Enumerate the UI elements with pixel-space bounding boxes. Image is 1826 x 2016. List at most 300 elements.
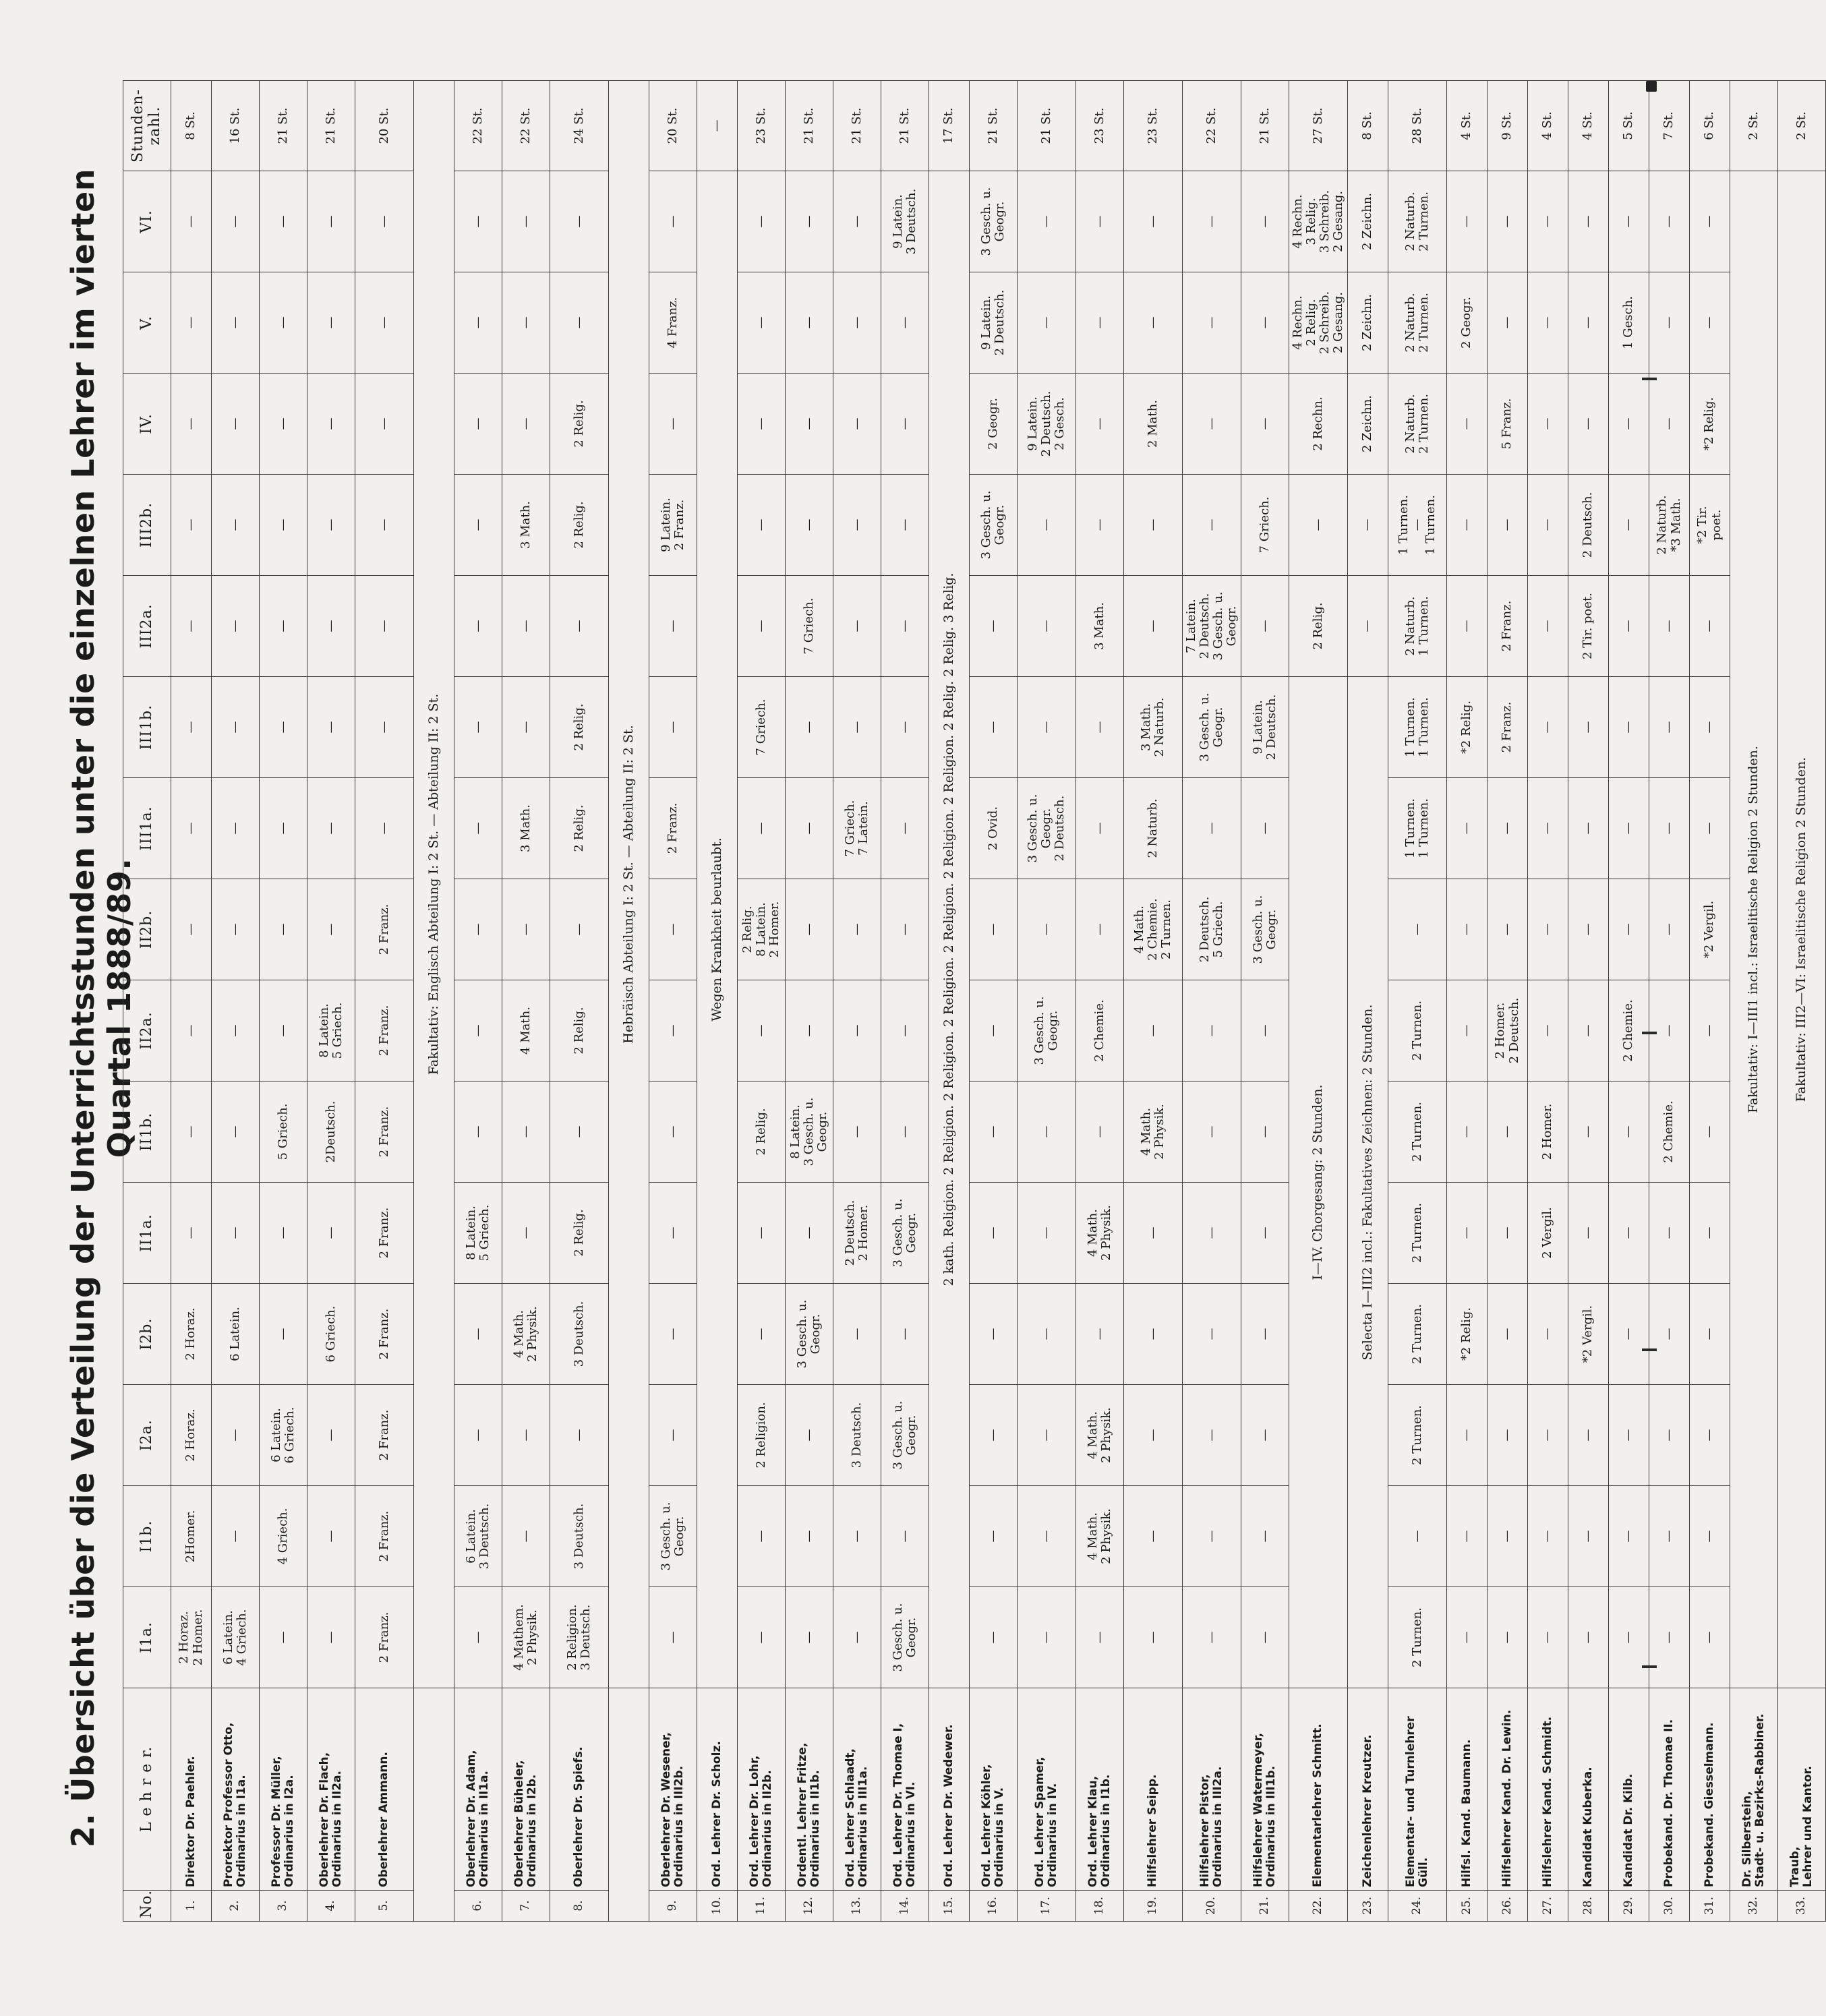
hours-cell: 8 Latein. 5 Griech. — [454, 1183, 502, 1284]
hours-cell: — — [1568, 980, 1609, 1081]
hours-cell: — — [786, 677, 833, 778]
total-hours: 4 St. — [1447, 81, 1488, 171]
hours-cell: — — [1124, 1284, 1183, 1385]
hours-cell: — — [786, 171, 833, 272]
hours-cell: 1 Turnen. 1 Turnen. — [1388, 778, 1447, 879]
hours-cell: — — [1447, 1486, 1488, 1587]
hours-cell: — — [1649, 1183, 1690, 1284]
hours-cell: — — [649, 576, 697, 677]
hours-cell: — — [1183, 374, 1241, 475]
hours-cell: — — [171, 1183, 212, 1284]
hours-cell: — — [454, 980, 502, 1081]
table-row — [1183, 81, 1241, 1922]
hours-cell: 4 Math. 2 Physik. — [1076, 1486, 1124, 1587]
hours-cell: — — [833, 576, 881, 677]
column-header: III2b. — [123, 475, 171, 576]
hours-cell: — — [1183, 1587, 1241, 1688]
hours-cell: — — [212, 778, 260, 879]
hours-cell: — — [649, 980, 697, 1081]
hours-cell: — — [1568, 879, 1609, 980]
row-number: 1. — [171, 1891, 212, 1922]
table-row — [881, 81, 929, 1922]
hours-cell: — — [1649, 980, 1690, 1081]
hours-cell: — — [454, 778, 502, 879]
hours-cell: — — [550, 1385, 609, 1486]
hours-cell: — — [738, 1587, 786, 1688]
total-hours: 21 St. — [970, 81, 1018, 171]
hours-cell: — — [212, 980, 260, 1081]
hours-cell: — — [881, 374, 929, 475]
hours-cell: — — [212, 1486, 260, 1587]
total-hours: 21 St. — [1018, 81, 1076, 171]
table-row — [833, 81, 881, 1922]
hours-cell: *2 Vergil. — [1690, 879, 1730, 980]
hours-cell: 2 Franz. — [355, 1183, 414, 1284]
header-row — [123, 81, 171, 1922]
hours-cell: — — [1241, 1587, 1289, 1688]
hours-cell: — — [1488, 778, 1528, 879]
hours-cell: — — [502, 1486, 550, 1587]
hours-cell: — — [1076, 374, 1124, 475]
hours-cell: — — [260, 677, 307, 778]
hours-cell: — — [1076, 1587, 1124, 1688]
hours-cell: 4 Franz. — [649, 272, 697, 374]
row-number: 29. — [1609, 1891, 1649, 1922]
row-number: 26. — [1488, 1891, 1528, 1922]
hours-cell: — — [502, 879, 550, 980]
teacher-name: Hilfslehrer Watermeyer, Ordinarius in III1b. — [1241, 1688, 1289, 1891]
hours-cell: 2 Homer. — [1528, 1081, 1568, 1183]
hours-cell: 2 Naturb. 1 Turnen. — [1388, 576, 1447, 677]
hours-cell: — — [1488, 475, 1528, 576]
hours-cell: — — [649, 1081, 697, 1183]
teacher-name: Oberlehrer Dr. Adam, Ordinarius in II1a. — [454, 1688, 502, 1891]
hours-cell: — — [454, 1284, 502, 1385]
column-header: II2a. — [123, 980, 171, 1081]
spanning-note: Wegen Krankheit beurlaubt. — [697, 171, 738, 1688]
teacher-name: Traub, Lehrer und Kantor. — [1778, 1688, 1826, 1891]
hours-cell: — — [649, 879, 697, 980]
hours-cell: — — [1568, 1385, 1609, 1486]
hours-cell: 4 Math. — [502, 980, 550, 1081]
hours-cell: 4 Math. 2 Physik. — [1124, 1081, 1183, 1183]
hours-cell: — — [1649, 1587, 1690, 1688]
teacher-name: Zeichenlehrer Kreutzer. — [1348, 1688, 1388, 1891]
hours-cell: — — [171, 576, 212, 677]
hours-cell: — — [1609, 778, 1649, 879]
table-row — [502, 81, 550, 1922]
table-row — [786, 81, 833, 1922]
hours-cell: 2 Rechn. — [1289, 374, 1348, 475]
blank-cell — [414, 1688, 454, 1922]
table-row — [1778, 81, 1826, 1922]
hours-cell: — — [1528, 272, 1568, 374]
hours-cell: 7 Griech. — [738, 677, 786, 778]
table-row — [1568, 81, 1609, 1922]
hours-cell: — — [171, 272, 212, 374]
hours-cell: — — [502, 576, 550, 677]
hours-cell: — — [881, 1081, 929, 1183]
hours-cell: 2 Deutsch. 5 Griech. — [1183, 879, 1241, 980]
hours-cell: — — [1241, 374, 1289, 475]
teacher-name: Kandidat Dr. Kilb. — [1609, 1688, 1649, 1891]
hours-cell: — — [171, 677, 212, 778]
hours-cell: — — [550, 879, 609, 980]
row-number: 16. — [970, 1891, 1018, 1922]
hours-cell: — — [171, 1081, 212, 1183]
row-number: 9. — [649, 1891, 697, 1922]
hours-cell: — — [786, 1486, 833, 1587]
hours-cell: — — [1447, 1183, 1488, 1284]
teacher-name: Kandidat Kuberka. — [1568, 1688, 1609, 1891]
total-hours: 21 St. — [1241, 81, 1289, 171]
hours-cell: — — [1241, 1284, 1289, 1385]
hours-cell: — — [212, 677, 260, 778]
hours-cell: 2 Relig. — [550, 980, 609, 1081]
hours-cell: — — [1528, 677, 1568, 778]
hours-cell: 4 Math. 2 Chemie. 2 Turnen. — [1124, 879, 1183, 980]
hours-cell: — — [786, 879, 833, 980]
hours-cell: 1 Turnen. — 1 Turnen. — [1388, 475, 1447, 576]
hours-cell: — — [260, 475, 307, 576]
hours-cell: — — [970, 1284, 1018, 1385]
hours-cell: — — [355, 677, 414, 778]
hours-cell: — — [1183, 475, 1241, 576]
hours-cell: — — [970, 879, 1018, 980]
hours-cell: — — [1183, 1385, 1241, 1486]
hours-cell: 6 Latein. — [212, 1284, 260, 1385]
hours-cell: — — [1488, 1183, 1528, 1284]
hours-cell: 6 Griech. — [307, 1284, 355, 1385]
teacher-name: Hilfslehrer Seipp. — [1124, 1688, 1183, 1891]
hours-cell: — — [881, 980, 929, 1081]
table-row — [929, 81, 970, 1922]
corner-mark — [1646, 81, 1657, 92]
hours-cell: — — [1690, 1284, 1730, 1385]
hours-cell: 2 Religion. — [738, 1385, 786, 1486]
hours-cell: — — [1183, 778, 1241, 879]
hours-cell: — — [1241, 171, 1289, 272]
total-hours: 6 St. — [1690, 81, 1730, 171]
hours-cell: — — [454, 879, 502, 980]
hours-cell: — — [1609, 171, 1649, 272]
hours-cell: 3 Gesch. u. Geogr. — [1018, 980, 1076, 1081]
hours-cell: 2 Religion. 3 Deutsch. — [550, 1587, 609, 1688]
hours-cell: — — [786, 778, 833, 879]
hours-cell: — — [1388, 1486, 1447, 1587]
hours-cell: — — [1388, 879, 1447, 980]
hours-cell: — — [1609, 1284, 1649, 1385]
hours-cell: — — [1690, 778, 1730, 879]
hours-cell: 2 Franz. — [355, 1486, 414, 1587]
hours-cell: — — [260, 374, 307, 475]
hours-cell: — — [1447, 980, 1488, 1081]
hours-cell: — — [260, 1183, 307, 1284]
hours-cell: — — [970, 980, 1018, 1081]
hours-cell: 2 Horaz. — [171, 1385, 212, 1486]
hours-cell: — — [1124, 576, 1183, 677]
hours-cell: — — [1649, 1486, 1690, 1587]
hours-cell: — — [881, 879, 929, 980]
hours-cell: — — [1183, 171, 1241, 272]
row-number: 28. — [1568, 1891, 1609, 1922]
hours-cell: — — [1488, 1385, 1528, 1486]
hours-cell: — — [1076, 171, 1124, 272]
hours-cell: — — [1690, 677, 1730, 778]
hours-cell: — — [881, 778, 929, 879]
row-number: 5. — [355, 1891, 414, 1922]
hours-cell: 3 Math. — [1076, 576, 1124, 677]
binding-mark — [1642, 1032, 1657, 1034]
hours-cell: — — [738, 374, 786, 475]
hours-cell: 3 Gesch. u. Geogr. 2 Deutsch. — [1018, 778, 1076, 879]
hours-cell: 3 Gesch. u. Geogr. — [881, 1385, 929, 1486]
hours-cell: — — [881, 475, 929, 576]
hours-cell: 1 Gesch. — [1609, 272, 1649, 374]
hours-cell: 2 Chemie. — [1076, 980, 1124, 1081]
hours-cell: 6 Latein. 4 Griech. — [212, 1587, 260, 1688]
row-number: 12. — [786, 1891, 833, 1922]
hours-cell: — — [1018, 576, 1076, 677]
hours-cell: — — [307, 879, 355, 980]
hours-cell: — — [260, 171, 307, 272]
hours-cell: 9 Latein. 3 Deutsch. — [881, 171, 929, 272]
hours-cell: 2 Turnen. — [1388, 1284, 1447, 1385]
hours-cell: — — [786, 1183, 833, 1284]
hours-cell: 2 Franz. — [355, 879, 414, 980]
hours-cell: 9 Latein. 2 Deutsch. — [970, 272, 1018, 374]
hours-cell: 2 Zeichn. — [1348, 171, 1388, 272]
teacher-name: Ord. Lehrer Spamer, Ordinarius in IV. — [1018, 1688, 1076, 1891]
hours-cell: *2 Relig. — [1447, 677, 1488, 778]
hours-cell: — — [212, 576, 260, 677]
table-row — [1730, 81, 1778, 1922]
hours-cell: 2 Franz. — [1488, 576, 1528, 677]
hours-cell: — — [786, 374, 833, 475]
row-number: 11. — [738, 1891, 786, 1922]
hours-cell: 4 Math. 2 Physik. — [1076, 1385, 1124, 1486]
hours-cell: 3 Gesch. u. Geogr. — [649, 1486, 697, 1587]
hours-cell: — — [649, 1284, 697, 1385]
hours-cell: — — [307, 272, 355, 374]
hours-cell: — — [1124, 1385, 1183, 1486]
hours-cell: — — [1690, 1587, 1730, 1688]
hours-cell: — — [502, 272, 550, 374]
row-number: 18. — [1076, 1891, 1124, 1922]
table-row — [1609, 81, 1649, 1922]
hours-cell: — — [833, 980, 881, 1081]
hours-cell: — — [1649, 374, 1690, 475]
hours-cell: — — [171, 778, 212, 879]
column-header: I1b. — [123, 1486, 171, 1587]
hours-cell: — — [1241, 1385, 1289, 1486]
hours-cell: 2 Chemie. — [1609, 980, 1649, 1081]
hours-cell: — — [1528, 1385, 1568, 1486]
hours-cell: — — [833, 171, 881, 272]
hours-cell: — — [212, 374, 260, 475]
hours-cell: — — [212, 272, 260, 374]
hours-cell: — — [649, 374, 697, 475]
hours-cell: — — [1018, 1486, 1076, 1587]
hours-cell: — — [212, 475, 260, 576]
hours-cell: — — [1609, 879, 1649, 980]
hours-cell: 2 Zeichn. — [1348, 374, 1388, 475]
hours-cell: — — [1649, 778, 1690, 879]
row-number: 23. — [1348, 1891, 1388, 1922]
hours-cell: 2 Chemie. — [1649, 1081, 1690, 1183]
hours-cell: — — [307, 1486, 355, 1587]
hours-cell: — — [1447, 171, 1488, 272]
teacher-name: Ord. Lehrer Schlaadt, Ordinarius in III1a. — [833, 1688, 881, 1891]
hours-cell: — — [1609, 677, 1649, 778]
hours-cell: — — [1018, 1284, 1076, 1385]
hours-cell: 2 Relig. — [738, 1081, 786, 1183]
hours-cell: — — [833, 1081, 881, 1183]
hours-cell: — — [649, 1183, 697, 1284]
hours-cell: — — [833, 1486, 881, 1587]
hours-cell: — — [1528, 1486, 1568, 1587]
row-number: 33. — [1778, 1891, 1826, 1922]
row-number: 4. — [307, 1891, 355, 1922]
hours-cell: 3 Deutsch. — [550, 1284, 609, 1385]
hours-cell: — — [738, 1183, 786, 1284]
hours-cell: — — [738, 980, 786, 1081]
hours-cell: 2 Naturb. 2 Turnen. — [1388, 374, 1447, 475]
binding-mark — [1642, 1348, 1657, 1351]
hours-cell: 2 Deutsch. 2 Homer. — [833, 1183, 881, 1284]
row-number: 14. — [881, 1891, 929, 1922]
hours-cell: 4 Rechn. 2 Relig. 2 Schreib. 2 Gesang. — [1289, 272, 1348, 374]
blank-cell — [609, 1688, 649, 1922]
hours-cell: — — [1488, 1284, 1528, 1385]
hours-cell: — — [1649, 1284, 1690, 1385]
hours-cell: — — [1447, 576, 1488, 677]
hours-cell: 7 Griech. — [786, 576, 833, 677]
hours-cell: — — [786, 1385, 833, 1486]
hours-cell: — — [738, 1284, 786, 1385]
hours-cell: 2Deutsch. — [307, 1081, 355, 1183]
hours-cell: — — [307, 475, 355, 576]
hours-cell: 2 Turnen. — [1388, 1587, 1447, 1688]
row-number: 21. — [1241, 1891, 1289, 1922]
hours-cell: — — [1528, 171, 1568, 272]
hours-cell: — — [833, 272, 881, 374]
hours-cell: 2 Naturb. *3 Math. — [1649, 475, 1690, 576]
hours-cell: — — [502, 374, 550, 475]
hours-cell: — — [550, 171, 609, 272]
hours-cell: — — [355, 475, 414, 576]
hours-cell: — — [1568, 677, 1609, 778]
teacher-name: Oberlehrer Dr. Wesener, Ordinarius in III2b. — [649, 1688, 697, 1891]
hours-cell: — — [1447, 879, 1488, 980]
total-hours: — — [697, 81, 738, 171]
hours-cell: — — [1447, 475, 1488, 576]
column-header: II1b. — [123, 1081, 171, 1183]
hours-cell: — — [1076, 879, 1124, 980]
hours-cell: — — [171, 374, 212, 475]
spanning-note: Fakultativ: I—III1 incl.: Israelitische Religion 2 Stunden. — [1730, 171, 1778, 1688]
total-hours: 23 St. — [1124, 81, 1183, 171]
hours-cell: — — [1289, 475, 1348, 576]
row-number: 31. — [1690, 1891, 1730, 1922]
hours-cell: 2 Franz. — [355, 1081, 414, 1183]
row-number: 20. — [1183, 1891, 1241, 1922]
total-hours: 23 St. — [1076, 81, 1124, 171]
hours-cell: — — [1018, 677, 1076, 778]
table-row — [1076, 81, 1124, 1922]
row-number: 24. — [1388, 1891, 1447, 1922]
hours-cell: — — [1124, 1486, 1183, 1587]
hours-cell: *2 Vergil. — [1568, 1284, 1609, 1385]
hours-cell: — — [1649, 576, 1690, 677]
total-hours: 21 St. — [307, 81, 355, 171]
total-hours: 22 St. — [1183, 81, 1241, 171]
row-number: 3. — [260, 1891, 307, 1922]
hours-cell: — — [1528, 778, 1568, 879]
total-hours: 2 St. — [1730, 81, 1778, 171]
column-header: I2b. — [123, 1284, 171, 1385]
row-number: 25. — [1447, 1891, 1488, 1922]
teacher-hours-table — [123, 80, 1826, 1922]
hours-cell: — — [1076, 677, 1124, 778]
hours-cell: *2 Relig. — [1447, 1284, 1488, 1385]
binding-mark — [1642, 1665, 1657, 1668]
hours-cell: — — [1018, 879, 1076, 980]
hours-cell: — — [502, 1081, 550, 1183]
hours-cell: — — [649, 171, 697, 272]
hours-cell: — — [1690, 1486, 1730, 1587]
hours-cell: — — [1076, 1284, 1124, 1385]
hours-cell: — — [738, 475, 786, 576]
hours-cell: — — [1568, 272, 1609, 374]
teacher-name: Ord. Lehrer Klau, Ordinarius in I1b. — [1076, 1688, 1124, 1891]
hours-cell: 2 Geogr. — [1447, 272, 1488, 374]
row-number: 17. — [1018, 1891, 1076, 1922]
hours-cell: — — [1528, 1587, 1568, 1688]
hours-cell: — — [1348, 576, 1388, 677]
row-number: 19. — [1124, 1891, 1183, 1922]
hours-cell: — — [833, 677, 881, 778]
hours-cell: — — [1609, 1385, 1649, 1486]
hours-cell: 2 Relig. — [1289, 576, 1348, 677]
hours-cell: 3 Gesch. u. Geogr. — [970, 475, 1018, 576]
total-hours: 21 St. — [881, 81, 929, 171]
hours-cell: — — [1183, 272, 1241, 374]
hours-cell: — — [786, 475, 833, 576]
hours-cell: — — [1488, 1587, 1528, 1688]
hours-cell: — — [212, 1385, 260, 1486]
hours-cell: — — [970, 1587, 1018, 1688]
hours-cell: — — [1690, 1081, 1730, 1183]
hours-cell: — — [307, 1183, 355, 1284]
total-hours: 21 St. — [786, 81, 833, 171]
hours-cell: — — [1609, 475, 1649, 576]
hours-cell: 4 Math. 2 Physik. — [1076, 1183, 1124, 1284]
hours-cell: — — [1447, 1081, 1488, 1183]
hours-cell: — — [454, 576, 502, 677]
hours-cell: — — [307, 374, 355, 475]
hours-cell: — — [1018, 1081, 1076, 1183]
hours-cell: — — [1690, 272, 1730, 374]
total-hours: 22 St. — [454, 81, 502, 171]
table-row — [1447, 81, 1488, 1922]
hours-cell: — — [1076, 475, 1124, 576]
hours-cell: — — [1488, 171, 1528, 272]
hours-cell: *2 Relig. — [1690, 374, 1730, 475]
hours-cell: 3 Gesch. u. Geogr. — [786, 1284, 833, 1385]
hours-cell: — — [355, 374, 414, 475]
row-number: 32. — [1730, 1891, 1778, 1922]
